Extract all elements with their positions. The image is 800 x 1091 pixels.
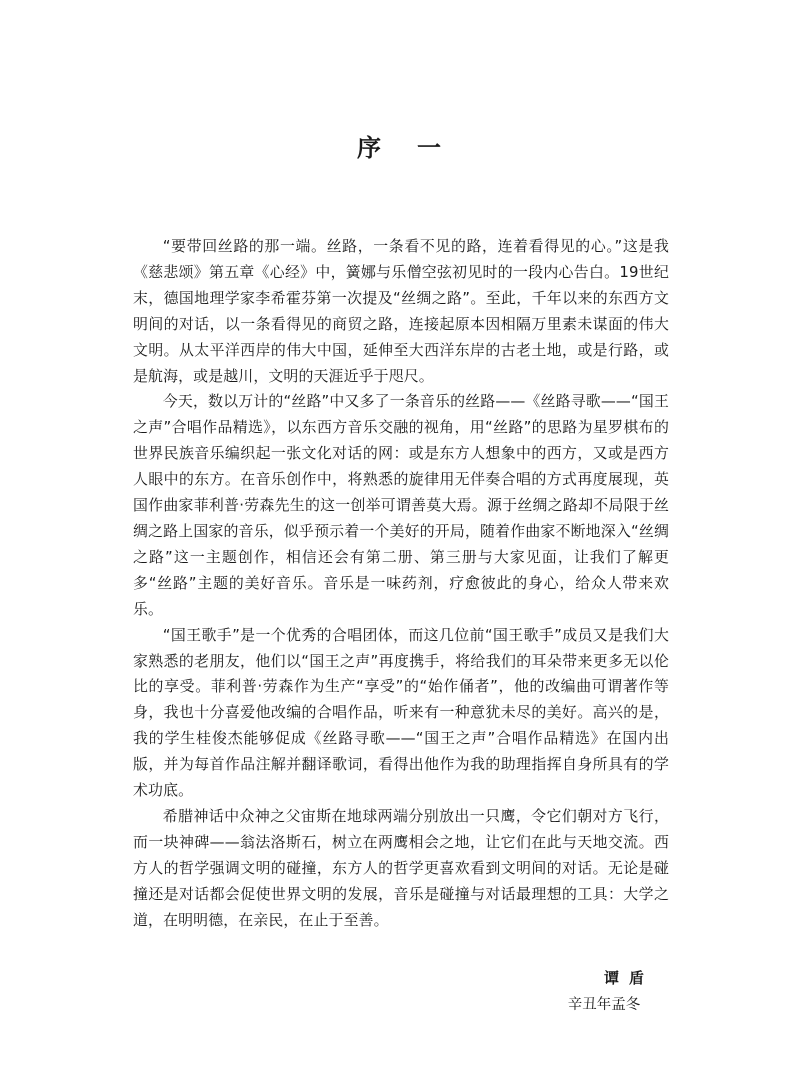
author-name: 谭盾 bbox=[603, 969, 654, 987]
title-char-first: 序 bbox=[357, 133, 383, 162]
paragraph-2: 今天，数以万计的“丝路”中又多了一条音乐的丝路——《丝路寻歌——“国王之声”合唱作品精选》，以东西方音乐交融的视角，用“丝路”的思路为星罗棋布的世界民族音乐编织起一张文化对话的网：或是东方人想象中的西方，又或是西方人眼中的东方。在音乐创作中，将熟悉的旋律用无伴奏合唱的方式再度展现，英国作曲家菲利普·劳森先生的这一创举可谓善莫大焉。源于丝绸之路却不局限于丝绸之路上国家的音乐，似乎预示着一个美好的开局，随着作曲家不断地深入“丝绸之路”这一主题创作，相信还会有第二册、第三册与大家见面，让我们了解更多“丝路”主题的美好音乐。音乐是一味药剂，疗愈彼此的身心，给众人带来欢乐。 bbox=[133, 392, 669, 618]
signature-block bbox=[567, 968, 654, 1015]
paragraph-3: “国王歌手”是一个优秀的合唱团体，而这几位前“国王歌手”成员又是我们大家熟悉的老朋友，他们以“国王之声”再度携手，将给我们的耳朵带来更多无以伦比的享受。菲利普·劳森作为生产“享受”的“始作俑者”，他的改编曲可谓著作等身，我也十分喜爱他改编的合唱作品，听来有一种意犹未尽的美好。高兴的是，我的学生桂俊杰能够促成《丝路寻歌——“国王之声”合唱作品精选》在国内出版，并为每首作品注解并翻译歌词，看得出他作为我的助理指挥自身所具有的学术功底。 bbox=[133, 625, 669, 800]
paragraph-1: “要带回丝路的那一端。丝路，一条看不见的路，连着看得见的心。”这是我《慈悲颂》第五章《心经》中，簧娜与乐僧空弦初见时的一段内心告白。19世纪末，德国地理学家李希霍芬第一次提及“丝绸之路”。至此，千年以来的东西方文明间的对话，以一条看得见的商贸之路，连接起原本因相隔万里素未谋面的伟大文明。从太平洋西岸的伟大中国，延伸至大西洋东岸的古老土地，或是行路，或是航海，或是越川，文明的天涯近乎于咫尺。 bbox=[133, 237, 669, 385]
preface-body bbox=[133, 234, 669, 933]
signature-date: 辛丑年孟冬 bbox=[567, 997, 641, 1013]
title-char-second: 一 bbox=[417, 133, 443, 162]
page-title bbox=[0, 128, 800, 163]
paragraph-4: 希腊神话中众神之父宙斯在地球两端分别放出一只鹰，令它们朝对方飞行，而一块神碑——翁法洛斯石，树立在两鹰相会之地，让它们在此与天地交流。西方人的哲学强调文明的碰撞，东方人的哲学更喜欢看到文明间的对话。无论是碰撞还是对话都会促使世界文明的发展，音乐是碰撞与对话最理想的工具：大学之道，在明明德，在亲民，在止于至善。 bbox=[133, 806, 669, 929]
